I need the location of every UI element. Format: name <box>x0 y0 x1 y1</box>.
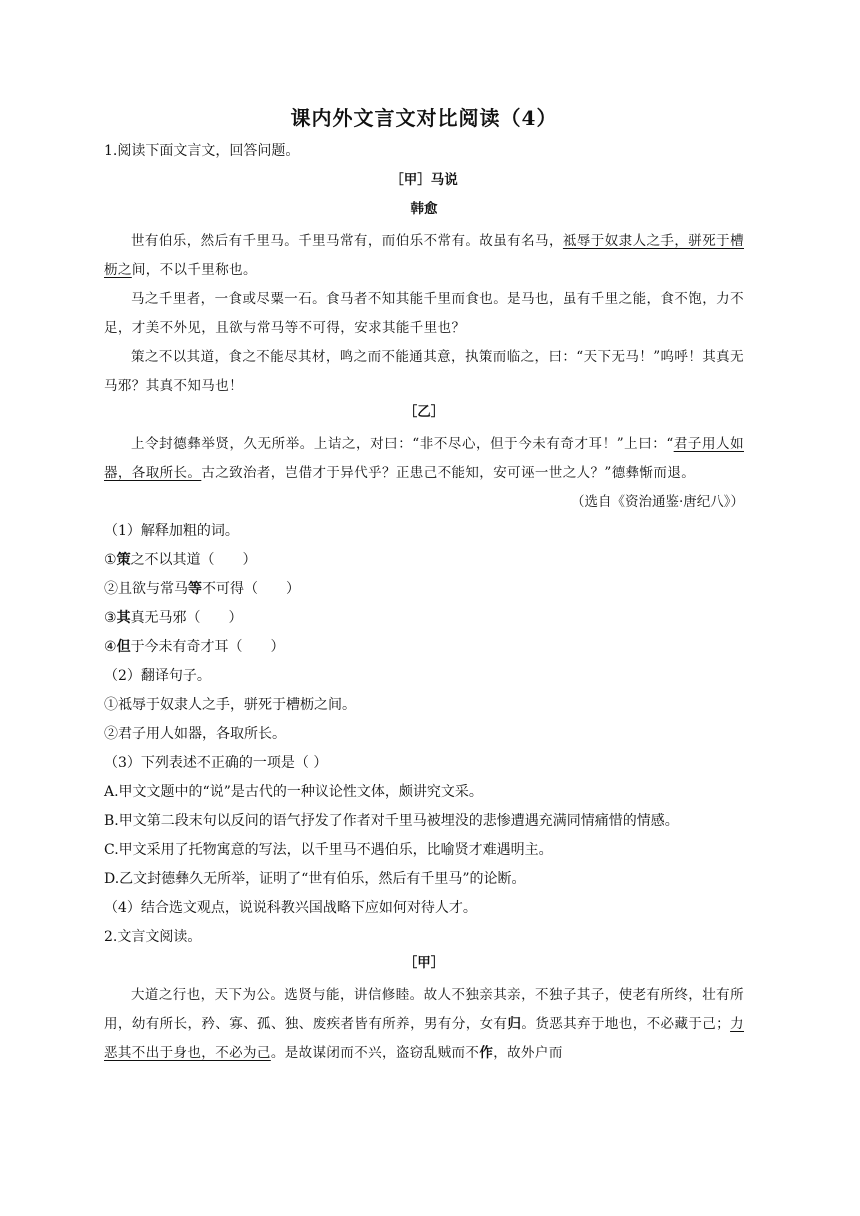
word-item-4: ④但于今未有奇才耳（ ） <box>104 639 285 655</box>
underlined-sentence: 祗辱于奴隶人之手，骈死于槽枥之 <box>104 233 744 278</box>
question-1-heading: 1.阅读下面文言文，回答问题。 <box>104 143 300 159</box>
bold-word: 但 <box>116 639 131 655</box>
option-d: D.乙文封德彝久无所举，证明了“世有伯乐，然后有千里马”的论断。 <box>104 871 526 887</box>
translate-item-2: ②君子用人如器，各取所长。 <box>104 726 286 742</box>
bold-word: 等 <box>188 581 202 597</box>
passage-yi-paragraph: 上令封德彝举贤，久无所举。上诘之，对曰：“非不尽心，但于今未有奇才耳！”上曰：“君子用人如器，各取所长。古之致治者，岂借才于异代乎？正患己不能知，安可诬一世之人？”德彝惭而退。 <box>104 436 744 481</box>
passage-jia-paragraph-2: 马之千里者，一食或尽粟一石。食马者不知其能千里而食也。是马也，虽有千里之能，食不饱，力不足，才美不外见，且欲与常马等不可得，安求其能千里也？ <box>104 291 744 336</box>
passage-jia-title: ［甲］马说 <box>390 172 458 188</box>
passage-author: 韩愈 <box>410 201 438 217</box>
passage-jia-paragraph-1: 世有伯乐，然后有千里马。千里马常有，而伯乐不常有。故虽有名马，祗辱于奴隶人之手，骈死于槽枥之间，不以千里称也。 <box>104 233 744 278</box>
page-title: 课内外文言文对比阅读（4） <box>290 106 558 130</box>
sub-question-3: （3）下列表述不正确的一项是（ ） <box>104 755 328 771</box>
option-b: B.甲文第二段末句以反问的语气抒发了作者对千里马被埋没的悲惨遭遇充满同情痛惜的情感。 <box>104 813 679 829</box>
word-item-3: ③其真无马邪（ ） <box>104 610 243 626</box>
passage-2-jia-paragraph: 大道之行也，天下为公。选贤与能，讲信修睦。故人不独亲其亲，不独子其子，使老有所终，壮有所用，幼有所长，矜、寡、孤、独、废疾者皆有所养，男有分，女有归。货恶其弃于地也，不必藏于己；力恶其不出于身也，不必为己。是故谋闭而不兴，盗窃乱贼而不作，故外户而 <box>104 987 745 1061</box>
document-page <box>104 96 744 1068</box>
underlined-sentence: 力恶其不出于身也，不必为己 <box>104 1016 745 1061</box>
word-item-1: ①策之不以其道（ ） <box>104 552 257 568</box>
question-2-heading: 2.文言文阅读。 <box>104 929 202 945</box>
sub-question-2: （2）翻译句子。 <box>104 668 211 684</box>
sub-question-1: （1）解释加粗的词。 <box>104 523 239 539</box>
underlined-sentence: 君子用人如器，各取所长。 <box>104 436 744 481</box>
bold-word: 其 <box>116 610 131 626</box>
sub-question-4: （4）结合选文观点，说说科教兴国战略下应如何对待人才。 <box>104 900 477 916</box>
option-a: A.甲文文题中的“说”是古代的一种议论性文体，颇讲究文采。 <box>104 784 483 800</box>
passage-source: （选自《资治通鉴·唐纪八》） <box>570 494 744 510</box>
passage-2-jia-title: ［甲］ <box>403 955 445 971</box>
option-c: C.甲文采用了托物寓意的写法，以千里马不遇伯乐，比喻贤才难遇明主。 <box>104 842 553 858</box>
bold-word: 归 <box>507 1016 522 1032</box>
bold-word: 策 <box>116 552 131 568</box>
passage-yi-title: ［乙］ <box>403 404 445 420</box>
bold-word: 作 <box>479 1045 494 1061</box>
passage-jia-paragraph-3: 策之不以其道，食之不能尽其材，鸣之而不能通其意，执策而临之，曰：“天下无马！”呜呼！其真无马邪？其真不知马也！ <box>104 349 744 394</box>
word-item-2: ②且欲与常马等不可得（ ） <box>104 581 300 597</box>
translate-item-1: ①祗辱于奴隶人之手，骈死于槽枥之间。 <box>104 697 356 713</box>
